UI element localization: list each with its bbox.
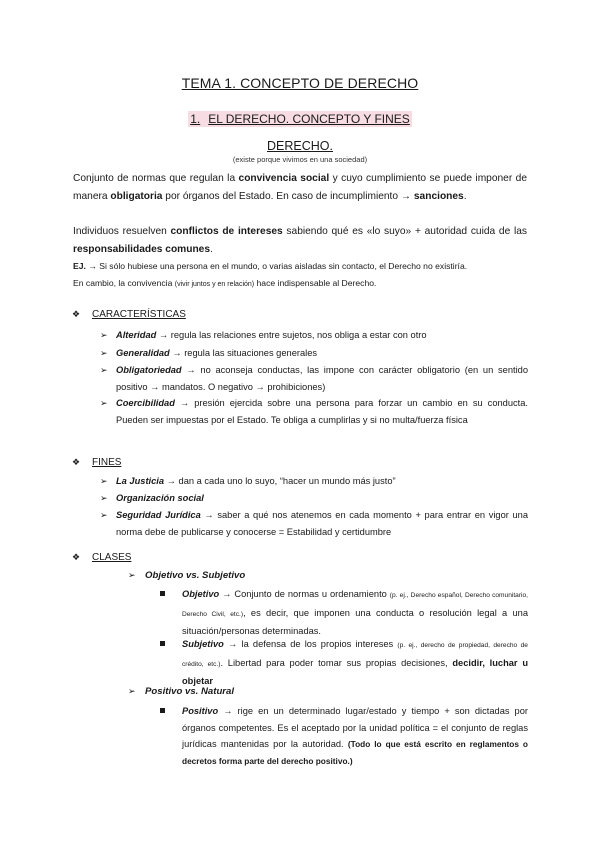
section-clases: ❖ CLASES (72, 552, 132, 563)
example-label: EJ. (73, 261, 86, 271)
list-item-objetivo: Objetivo → Conjunto de normas u ordenamiento (p. ej., Derecho español, Derecho comunitario, Derecho Civil, etc.), es decir, que imponen una conducta o resolución legal a una situación/personas determinadas. (160, 586, 528, 640)
diamond-bullet-icon: ❖ (72, 552, 81, 562)
diamond-bullet-icon: ❖ (72, 309, 81, 319)
arrow-bullet-icon: ➢ (100, 398, 108, 408)
subsection-positivo-natural: ➢ Positivo vs. Natural (128, 686, 235, 697)
arrow-bullet-icon: ➢ (100, 493, 108, 503)
list-item: ➢ Organización social (100, 490, 528, 507)
list-item: ➢ Coercibilidad → presión ejercida sobre una persona para forzar un cambio en su conducta. Pueden ser impuestas por el Estado. Te obliga a cumplirlas y si no multa/fuerza física (100, 395, 528, 428)
list-item: ➢ Alteridad → regula las relaciones entre sujetos, nos obliga a estar con otro (100, 327, 528, 344)
subsection-objetivo-subjetivo: ➢ Objetivo vs. Subjetivo (128, 570, 246, 581)
list-item: ➢ La Justicia → dan a cada uno lo suyo, “hacer un mundo más justo” (100, 473, 528, 490)
derecho-note: (existe porque vivimos en una sociedad) (232, 155, 368, 164)
section-heading (0, 112, 600, 126)
arrow-bullet-icon: ➢ (128, 686, 136, 696)
section-caracteristicas: ❖ CARACTERÍSTICAS (72, 309, 186, 320)
list-item: ➢ Obligatoriedad → no aconseja conductas, las impone con carácter obligatorio (en un sentido positivo → mandatos. O negativo → prohibiciones) (100, 362, 528, 395)
derecho-heading: DERECHO. (267, 139, 333, 153)
arrow-bullet-icon: ➢ (100, 510, 108, 520)
example-paragraph: EJ. → Si sólo hubiese una persona en el mundo, o varias aisladas sin contacto, el Derecho no existiría. En cambio, la convivencia (vivir juntos y en relación) hace indispensable al Derecho. (73, 261, 468, 288)
section-label: EL DERECHO. CONCEPTO Y FINES (208, 112, 410, 126)
list-item: ➢ Seguridad Jurídica → saber a qué nos atenemos en cada momento + para entrar en vigor una norma debe de publicarse y conocerse = Estabilidad y certidumbre (100, 507, 528, 540)
page-title: TEMA 1. CONCEPTO DE DERECHO (181, 75, 419, 91)
arrow-bullet-icon: ➢ (100, 365, 108, 375)
list-item: ➢ Generalidad → regula las situaciones generales (100, 345, 528, 362)
diamond-bullet-icon: ❖ (72, 457, 81, 467)
section-fines: ❖ FINES (72, 457, 122, 468)
conflicts-paragraph: Individuos resuelven conflictos de intereses sabiendo qué es «lo suyo» + autoridad cuida de las responsabilidades comunes. (73, 226, 527, 255)
arrow-bullet-icon: ➢ (100, 348, 108, 358)
definition-paragraph: Conjunto de normas que regulan la convivencia social y cuyo cumplimiento se puede imponer de manera obligatoria por órganos del Estado. En caso de incumplimiento → sanciones. (73, 173, 527, 202)
square-bullet-icon (160, 591, 165, 596)
square-bullet-icon (160, 641, 165, 646)
list-item-subjetivo: Subjetivo → la defensa de los propios intereses (p. ej., derecho de propiedad, derecho de crédito, etc.). Libertad para poder tomar sus propias decisiones, decidir, luchar u objetar (160, 636, 528, 690)
arrow-bullet-icon: ➢ (128, 570, 136, 580)
section-number: 1. (190, 112, 201, 126)
square-bullet-icon (160, 708, 165, 713)
list-item-positivo: Positivo → rige en un determinado lugar/estado y tiempo + son dictadas por órganos competentes. Es el aceptado por la unidad política = el conjunto de reglas jurídicas mantenidas por la autoridad. (Todo lo que está escrito en reglamentos o decretos forma parte del derecho positivo.) (160, 703, 528, 769)
arrow-bullet-icon: ➢ (100, 330, 108, 340)
arrow-bullet-icon: ➢ (100, 476, 108, 486)
